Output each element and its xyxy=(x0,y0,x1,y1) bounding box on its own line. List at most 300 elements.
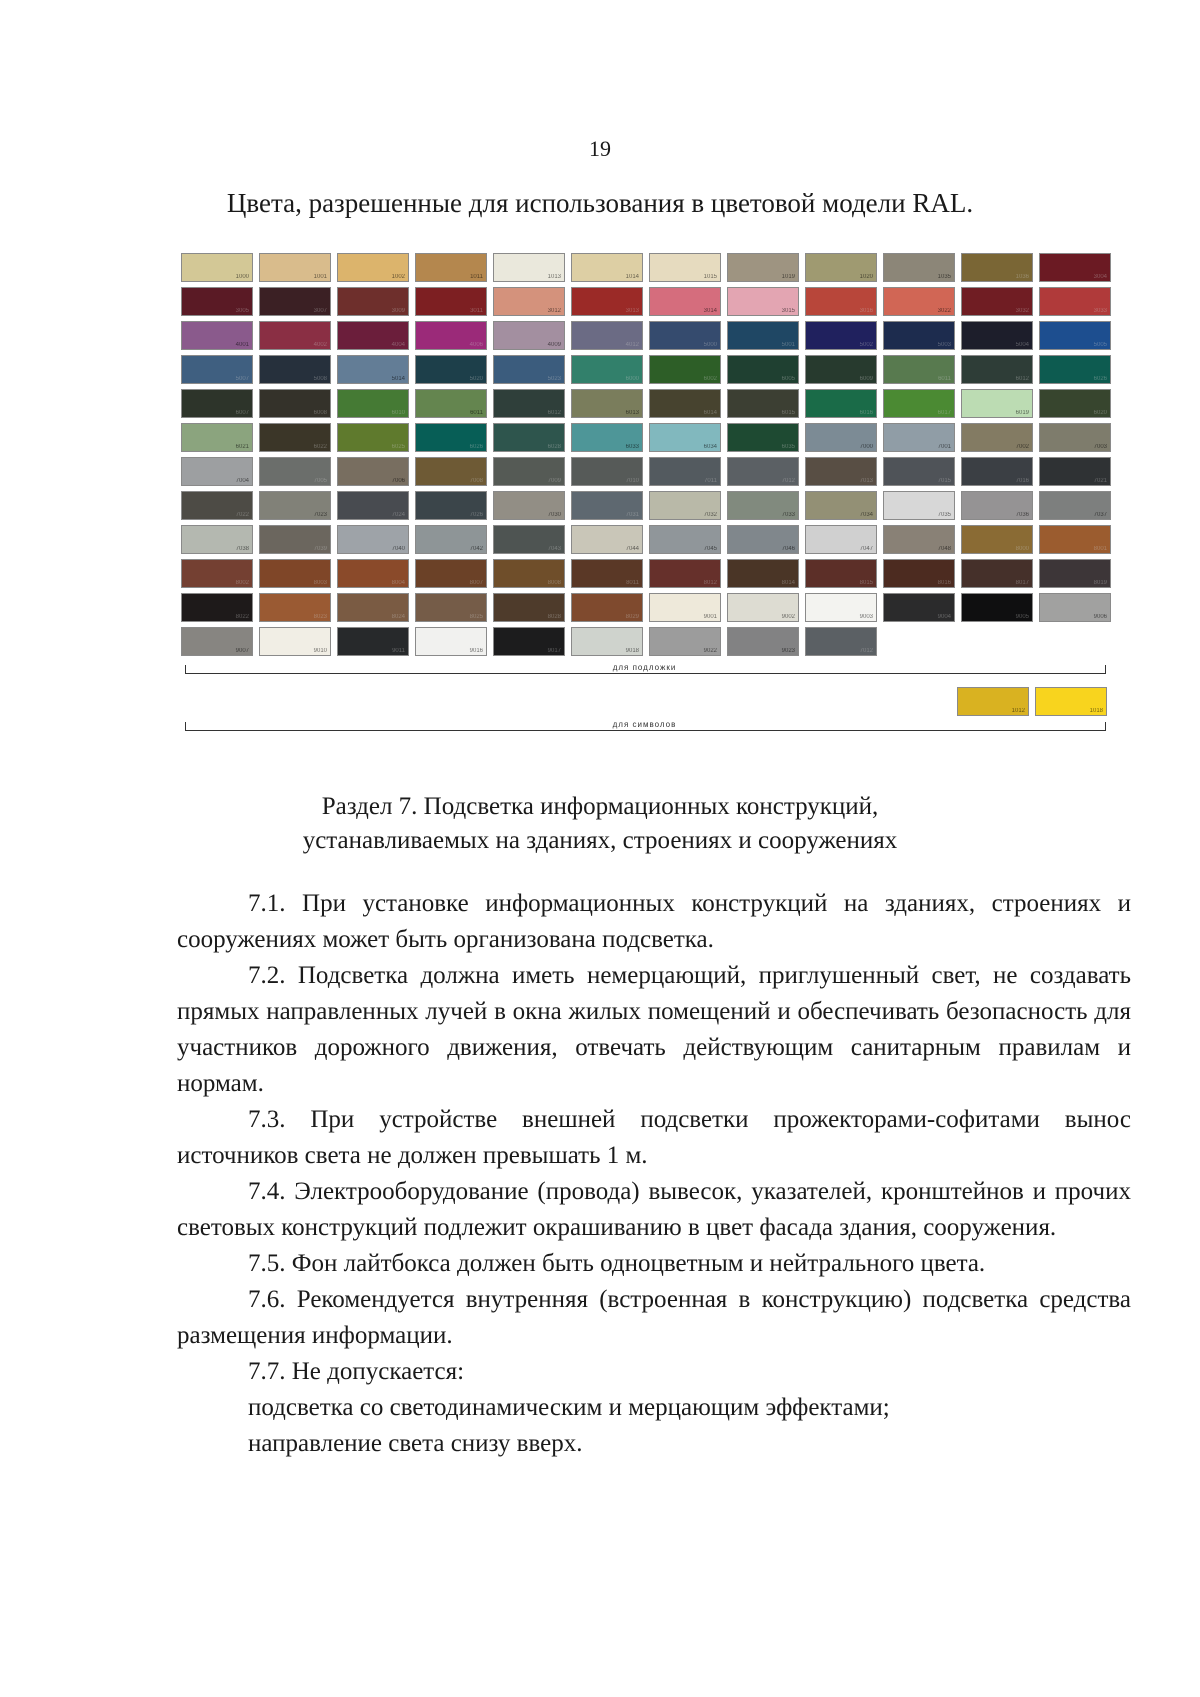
color-swatch xyxy=(181,559,253,588)
swatch-code: 1020 xyxy=(859,274,873,280)
paragraph-7-3: 7.3. При устройстве внешней подсветки прожекторами-софитами вынос источников света не должен превышать 1 м. xyxy=(177,1106,1131,1169)
swatch-code: 8003 xyxy=(313,580,327,586)
swatch-code: 7013 xyxy=(859,478,873,484)
color-swatch xyxy=(415,423,487,452)
paragraph-7-7: 7.7. Не допускается: xyxy=(248,1358,465,1385)
color-swatch xyxy=(1039,321,1111,350)
color-swatch xyxy=(571,627,643,656)
swatch-code: 5023 xyxy=(547,376,561,382)
color-swatch xyxy=(1039,457,1111,486)
color-swatch xyxy=(415,253,487,282)
swatch-code: 6020 xyxy=(1093,410,1107,416)
swatch-code: 6005 xyxy=(781,376,795,382)
swatch-code: 5008 xyxy=(313,376,327,382)
color-swatch xyxy=(259,287,331,316)
color-swatch xyxy=(883,355,955,384)
color-swatch xyxy=(805,287,877,316)
color-swatch xyxy=(649,423,721,452)
color-swatch xyxy=(805,491,877,520)
color-swatch xyxy=(415,321,487,350)
swatch-code: 5005 xyxy=(1093,342,1107,348)
swatch-code: 6015 xyxy=(781,410,795,416)
color-swatch xyxy=(805,593,877,622)
color-swatch xyxy=(727,321,799,350)
color-swatch xyxy=(961,423,1033,452)
color-swatch xyxy=(883,593,955,622)
color-swatch xyxy=(259,525,331,554)
swatch-code: 7047 xyxy=(859,546,873,552)
swatch-code: 7005 xyxy=(313,478,327,484)
color-swatch xyxy=(883,457,955,486)
color-swatch xyxy=(415,559,487,588)
swatch-code: 7035 xyxy=(937,512,951,518)
swatch-code: 6008 xyxy=(313,410,327,416)
swatch-code: 8011 xyxy=(626,580,639,586)
color-swatch xyxy=(337,253,409,282)
swatch-code: 7026 xyxy=(469,512,483,518)
color-swatch xyxy=(1039,593,1111,622)
color-swatch xyxy=(883,389,955,418)
color-swatch xyxy=(883,559,955,588)
swatch-code: 7037 xyxy=(1093,512,1107,518)
color-swatch xyxy=(727,559,799,588)
color-swatch xyxy=(961,559,1033,588)
color-swatch xyxy=(805,389,877,418)
swatch-code: 5002 xyxy=(859,342,873,348)
symbol-swatches xyxy=(957,687,1107,716)
color-swatch xyxy=(727,355,799,384)
swatch-code: 7012 xyxy=(859,648,873,654)
color-swatch xyxy=(805,457,877,486)
swatch-code: 9002 xyxy=(781,614,795,620)
swatch-code: 8024 xyxy=(391,614,405,620)
color-swatch xyxy=(1039,355,1111,384)
color-swatch xyxy=(883,287,955,316)
swatch-code: 4009 xyxy=(547,342,561,348)
swatch-code: 7032 xyxy=(703,512,717,518)
color-swatch xyxy=(493,525,565,554)
color-swatch xyxy=(415,457,487,486)
swatch-code: 7034 xyxy=(859,512,873,518)
color-swatch xyxy=(961,253,1033,282)
color-swatch xyxy=(805,423,877,452)
swatch-code: 5020 xyxy=(469,376,483,382)
swatch-code: 3033 xyxy=(1093,308,1107,314)
swatch-code: 6012 xyxy=(1015,376,1029,382)
swatch-code: 9004 xyxy=(937,614,951,620)
color-swatch xyxy=(1039,253,1111,282)
color-swatch xyxy=(415,627,487,656)
color-swatch xyxy=(961,457,1033,486)
color-swatch xyxy=(493,287,565,316)
swatch-code: 7030 xyxy=(547,512,561,518)
color-swatch xyxy=(259,253,331,282)
swatch-code: 1011 xyxy=(470,274,483,280)
swatch-code: 7044 xyxy=(625,546,639,552)
swatch-code: 8002 xyxy=(235,580,249,586)
swatch-code: 3022 xyxy=(937,308,951,314)
swatch-code: 1000 xyxy=(235,274,249,280)
color-swatch xyxy=(649,253,721,282)
color-swatch xyxy=(337,457,409,486)
ral-palette-grid xyxy=(181,253,1111,656)
color-swatch xyxy=(1039,491,1111,520)
color-swatch xyxy=(649,593,721,622)
color-swatch xyxy=(649,355,721,384)
color-swatch xyxy=(961,389,1033,418)
swatch-code: 7024 xyxy=(391,512,405,518)
swatch-code: 1002 xyxy=(391,274,405,280)
swatch-code: 9011 xyxy=(392,648,405,654)
color-swatch xyxy=(805,559,877,588)
swatch-code: 6009 xyxy=(859,376,873,382)
swatch-code: 4001 xyxy=(235,342,249,348)
swatch-code: 7043 xyxy=(547,546,561,552)
swatch-code: 9017 xyxy=(547,648,561,654)
color-swatch xyxy=(493,627,565,656)
color-swatch xyxy=(337,321,409,350)
color-swatch xyxy=(181,423,253,452)
swatch-code: 9010 xyxy=(313,648,327,654)
swatch-code: 3005 xyxy=(235,308,249,314)
color-swatch xyxy=(493,253,565,282)
color-swatch xyxy=(727,457,799,486)
section-body xyxy=(177,886,1131,1462)
swatch-code: 3016 xyxy=(859,308,873,314)
color-swatch xyxy=(1039,287,1111,316)
color-swatch xyxy=(961,491,1033,520)
paragraph-7-1: 7.1. При установке информационных конструкций на зданиях, строениях и сооружениях может быть организована подсветка. xyxy=(177,890,1131,953)
color-swatch xyxy=(1039,559,1111,588)
swatch-code: 3011 xyxy=(470,308,483,314)
color-swatch xyxy=(337,525,409,554)
color-swatch xyxy=(337,491,409,520)
swatch-code: 3004 xyxy=(1093,274,1107,280)
swatch-code: 6013 xyxy=(625,410,639,416)
swatch-code: 8017 xyxy=(1015,580,1029,586)
swatch-code: 6000 xyxy=(625,376,639,382)
swatch-code: 8008 xyxy=(547,580,561,586)
color-swatch xyxy=(883,491,955,520)
color-swatch xyxy=(1039,389,1111,418)
color-swatch xyxy=(727,593,799,622)
swatch-code: 8025 xyxy=(469,614,483,620)
swatch-code: 7042 xyxy=(469,546,483,552)
section-heading-line-1: Раздел 7. Подсветка информационных конструкций, xyxy=(321,793,879,820)
color-swatch xyxy=(805,355,877,384)
swatch-code: 9022 xyxy=(703,648,717,654)
swatch-code: 7016 xyxy=(1015,478,1029,484)
swatch-code: 5004 xyxy=(1015,342,1029,348)
section-heading-line-2: устанавливаемых на зданиях, строениях и сооружениях xyxy=(302,827,898,854)
color-swatch xyxy=(883,525,955,554)
color-swatch xyxy=(727,287,799,316)
swatch-code: 7031 xyxy=(625,512,639,518)
swatch-code: 6034 xyxy=(703,444,717,450)
color-swatch xyxy=(727,525,799,554)
color-swatch xyxy=(493,593,565,622)
swatch-code: 1014 xyxy=(625,274,639,280)
color-swatch xyxy=(961,593,1033,622)
color-swatch xyxy=(961,287,1033,316)
color-swatch xyxy=(181,491,253,520)
swatch-code: 8015 xyxy=(859,580,873,586)
swatch-code: 5003 xyxy=(937,342,951,348)
swatch-code: 8001 xyxy=(1093,546,1107,552)
palette-title: Цвета, разрешенные для использования в цветовой модели RAL. xyxy=(226,188,974,218)
swatch-code: 3032 xyxy=(1015,308,1029,314)
color-swatch xyxy=(649,491,721,520)
swatch-code: 7046 xyxy=(781,546,795,552)
swatch-code: 7033 xyxy=(781,512,795,518)
swatch-code: 7008 xyxy=(469,478,483,484)
swatch-code: 1012 xyxy=(1011,708,1025,714)
color-swatch xyxy=(805,253,877,282)
swatch-code: 6019 xyxy=(1015,410,1029,416)
color-swatch xyxy=(649,457,721,486)
color-swatch xyxy=(181,355,253,384)
swatch-code: 4006 xyxy=(469,342,483,348)
swatch-code: 7038 xyxy=(235,546,249,552)
swatch-code: 6016 xyxy=(859,410,873,416)
swatch-code: 6007 xyxy=(235,410,249,416)
color-swatch xyxy=(337,423,409,452)
color-swatch xyxy=(961,355,1033,384)
swatch-code: 5000 xyxy=(703,342,717,348)
swatch-code: 8000 xyxy=(1015,546,1029,552)
swatch-code: 9016 xyxy=(469,648,483,654)
color-swatch xyxy=(1039,525,1111,554)
swatch-code: 7004 xyxy=(235,478,249,484)
color-swatch xyxy=(883,253,955,282)
swatch-code: 7002 xyxy=(1015,444,1029,450)
color-swatch xyxy=(493,355,565,384)
color-swatch xyxy=(805,525,877,554)
swatch-code: 6011 xyxy=(470,410,483,416)
color-swatch xyxy=(649,287,721,316)
color-swatch xyxy=(961,321,1033,350)
swatch-code: 7011 xyxy=(704,478,717,484)
symbols-label: для символов xyxy=(612,720,677,729)
color-swatch xyxy=(181,525,253,554)
color-swatch xyxy=(259,593,331,622)
swatch-code: 6002 xyxy=(703,376,717,382)
swatch-code: 8004 xyxy=(391,580,405,586)
paragraph-7-5: 7.5. Фон лайтбокса должен быть одноцветным и нейтрального цвета. xyxy=(248,1250,986,1277)
swatch-code: 9001 xyxy=(703,614,717,620)
swatch-code: 8016 xyxy=(937,580,951,586)
swatch-code: 3013 xyxy=(625,308,639,314)
swatch-code: 8022 xyxy=(235,614,249,620)
color-swatch xyxy=(415,525,487,554)
swatch-code: 8014 xyxy=(781,580,795,586)
color-swatch xyxy=(181,457,253,486)
color-swatch xyxy=(493,389,565,418)
swatch-code: 6026 xyxy=(469,444,483,450)
color-swatch xyxy=(727,423,799,452)
color-swatch xyxy=(571,457,643,486)
swatch-code: 7012 xyxy=(781,478,795,484)
swatch-code: 4002 xyxy=(313,342,327,348)
swatch-code: 1001 xyxy=(313,274,327,280)
symbol-color-swatch xyxy=(957,687,1029,716)
swatch-code: 6010 xyxy=(391,410,405,416)
swatch-code: 7036 xyxy=(1015,512,1029,518)
swatch-code: 7022 xyxy=(235,512,249,518)
color-swatch xyxy=(181,321,253,350)
color-swatch xyxy=(649,321,721,350)
color-swatch xyxy=(649,559,721,588)
paragraph-7-4: 7.4. Электрооборудование (провода) вывесок, указателей, кронштейнов и прочих световых конструкций подлежит окрашиванию в цвет фасада здания, сооружения. xyxy=(177,1178,1131,1241)
color-swatch xyxy=(259,491,331,520)
color-swatch xyxy=(493,491,565,520)
color-swatch xyxy=(181,627,253,656)
color-swatch xyxy=(649,525,721,554)
color-swatch xyxy=(493,321,565,350)
color-swatch xyxy=(571,287,643,316)
color-swatch xyxy=(571,423,643,452)
swatch-code: 1019 xyxy=(781,274,795,280)
color-swatch xyxy=(181,253,253,282)
swatch-code: 5001 xyxy=(781,342,795,348)
color-swatch xyxy=(181,389,253,418)
color-swatch xyxy=(337,593,409,622)
color-swatch xyxy=(259,627,331,656)
color-swatch xyxy=(571,491,643,520)
color-swatch xyxy=(259,559,331,588)
color-swatch xyxy=(571,559,643,588)
swatch-code: 6014 xyxy=(703,410,717,416)
color-swatch xyxy=(493,559,565,588)
swatch-code: 1035 xyxy=(937,274,951,280)
swatch-code: 6012 xyxy=(547,410,561,416)
swatch-code: 6033 xyxy=(625,444,639,450)
swatch-code: 7010 xyxy=(625,478,639,484)
swatch-code: 9003 xyxy=(859,614,873,620)
color-swatch xyxy=(649,627,721,656)
color-swatch xyxy=(337,355,409,384)
swatch-code: 7015 xyxy=(937,478,951,484)
swatch-code: 6022 xyxy=(313,444,327,450)
color-swatch xyxy=(883,423,955,452)
swatch-code: 7000 xyxy=(859,444,873,450)
color-swatch xyxy=(961,525,1033,554)
color-swatch xyxy=(415,389,487,418)
color-swatch xyxy=(805,627,877,656)
swatch-code: 6021 xyxy=(235,444,249,450)
page-number: 19 xyxy=(589,136,611,161)
swatch-code: 7039 xyxy=(313,546,327,552)
color-swatch xyxy=(337,559,409,588)
color-swatch xyxy=(1039,423,1111,452)
color-swatch xyxy=(727,253,799,282)
color-swatch xyxy=(415,355,487,384)
color-swatch xyxy=(337,389,409,418)
swatch-code: 9007 xyxy=(235,648,249,654)
swatch-code: 6025 xyxy=(391,444,405,450)
swatch-code: 7040 xyxy=(391,546,405,552)
swatch-code: 7021 xyxy=(1093,478,1107,484)
color-swatch xyxy=(571,321,643,350)
swatch-code: 7006 xyxy=(391,478,405,484)
swatch-code: 1018 xyxy=(1089,708,1103,714)
color-swatch xyxy=(259,321,331,350)
color-swatch xyxy=(259,423,331,452)
swatch-code: 3015 xyxy=(781,308,795,314)
swatch-code: 9018 xyxy=(625,648,639,654)
paragraph-7-6: 7.6. Рекомендуется внутренняя (встроенная в конструкцию) подсветка средства размещения информации. xyxy=(177,1286,1131,1349)
background-label: для подложки xyxy=(612,663,677,672)
swatch-code: 8023 xyxy=(313,614,327,620)
swatch-code: 5014 xyxy=(391,376,405,382)
swatch-code: 8019 xyxy=(1093,580,1107,586)
swatch-code: 1015 xyxy=(703,274,717,280)
swatch-code: 6017 xyxy=(937,410,951,416)
swatch-code: 8029 xyxy=(625,614,639,620)
color-swatch xyxy=(259,355,331,384)
swatch-code: 7023 xyxy=(313,512,327,518)
prohibition-item-1: подсветка со светодинамическим и мерцающим эффектами; xyxy=(248,1394,890,1421)
swatch-code: 5007 xyxy=(235,376,249,382)
swatch-code: 3014 xyxy=(703,308,717,314)
prohibition-item-2: направление света снизу вверх. xyxy=(248,1430,583,1457)
color-swatch xyxy=(259,457,331,486)
swatch-code: 8007 xyxy=(469,580,483,586)
color-swatch xyxy=(493,457,565,486)
swatch-code: 6026 xyxy=(1093,376,1107,382)
color-swatch xyxy=(337,287,409,316)
swatch-code: 4012 xyxy=(625,342,639,348)
color-swatch xyxy=(415,287,487,316)
color-swatch xyxy=(571,525,643,554)
color-swatch xyxy=(571,253,643,282)
color-swatch xyxy=(337,627,409,656)
swatch-code: 6035 xyxy=(781,444,795,450)
swatch-code: 8028 xyxy=(547,614,561,620)
color-swatch xyxy=(883,321,955,350)
color-swatch xyxy=(571,389,643,418)
color-swatch xyxy=(571,355,643,384)
color-swatch xyxy=(727,491,799,520)
swatch-code: 3009 xyxy=(391,308,405,314)
color-swatch xyxy=(571,593,643,622)
color-swatch xyxy=(181,287,253,316)
swatch-code: 7048 xyxy=(937,546,951,552)
color-swatch xyxy=(727,389,799,418)
paragraph-7-2: 7.2. Подсветка должна иметь немерцающий, приглушенный свет, не создавать прямых направленных лучей в окна жилых помещений и обеспечивать безопасность для участников дорожного движения, отвечать действующим санитарным правилам и нормам. xyxy=(177,962,1131,1097)
section-heading xyxy=(0,790,1200,858)
swatch-code: 9005 xyxy=(1015,614,1029,620)
swatch-code: 6028 xyxy=(547,444,561,450)
swatch-code: 1036 xyxy=(1015,274,1029,280)
color-swatch xyxy=(181,593,253,622)
color-swatch xyxy=(415,491,487,520)
swatch-code: 7045 xyxy=(703,546,717,552)
color-swatch xyxy=(415,593,487,622)
swatch-code: 1013 xyxy=(547,274,561,280)
symbol-color-swatch xyxy=(1035,687,1107,716)
swatch-code: 9023 xyxy=(781,648,795,654)
color-swatch xyxy=(727,627,799,656)
color-swatch xyxy=(493,423,565,452)
swatch-code: 4004 xyxy=(391,342,405,348)
swatch-code: 7001 xyxy=(937,444,951,450)
swatch-code: 9006 xyxy=(1093,614,1107,620)
color-swatch xyxy=(259,389,331,418)
swatch-code: 3012 xyxy=(547,308,561,314)
swatch-code: 8012 xyxy=(703,580,717,586)
swatch-code: 3007 xyxy=(313,308,327,314)
